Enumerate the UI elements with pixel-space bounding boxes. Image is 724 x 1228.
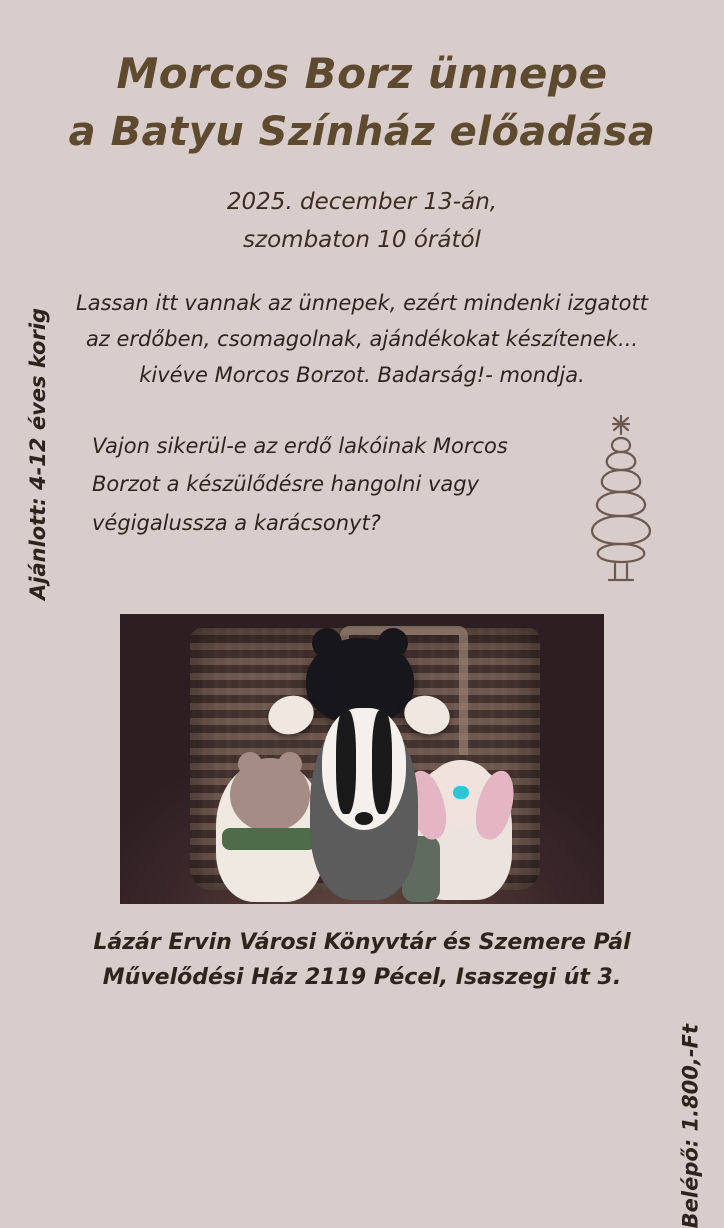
bunny-eye-right: [453, 786, 466, 799]
question-line-2: Borzot a készülődésre hangolni vagy: [92, 472, 480, 497]
date-block: [0, 184, 724, 259]
poster-title-line-2: a Batyu Színház előadása: [68, 108, 656, 155]
badger-stripe-left: [336, 710, 356, 814]
intro-line-2: az erdőben, csomagolnak, ajándékokat készítenek...: [85, 327, 639, 352]
intro-line-3: kivéve Morcos Borzot. Badarság!- mondja.: [139, 363, 585, 388]
venue-line-1: Lázár Ervin Városi Könyvtár és Szemere Pál: [93, 930, 631, 955]
badger-puppet: [310, 714, 418, 900]
poster-title-line-1: Morcos Borz ünnepe: [116, 49, 608, 98]
venue-block: [0, 925, 724, 995]
venue-line-2: Művelődési Ház 2119 Pécel, Isaszegi út 3.: [102, 965, 622, 991]
age-recommendation-label: Ajánlott: 4-12 éves korig: [26, 307, 50, 600]
spiral-christmas-tree-icon: [566, 408, 676, 588]
date-line-2: szombaton 10 órától: [243, 226, 481, 253]
date-line-1: 2025. december 13-án,: [226, 189, 498, 216]
otter-scarf: [222, 828, 316, 850]
badger-head: [322, 708, 406, 830]
otter-ear-left: [238, 752, 262, 776]
ticket-price-label: Belépő: 1.800,-Ft: [678, 1024, 702, 1228]
poster-photo: [120, 614, 604, 904]
bunny-puppet: [408, 764, 512, 900]
intro-line-1: Lassan itt vannak az ünnepek, ezért mindenki izgatott: [76, 290, 648, 315]
title-block: [0, 0, 724, 160]
intro-block: [0, 285, 724, 393]
bunny-head: [426, 760, 496, 826]
badger-stripe-right: [372, 710, 392, 814]
badger-nose: [355, 812, 373, 825]
question-line-3: végigalussza a karácsonyt?: [92, 510, 381, 535]
photo-scene: [120, 614, 604, 904]
otter-puppet: [216, 762, 324, 902]
otter-ear-right: [278, 752, 302, 776]
question-line-1: Vajon sikerül-e az erdő lakóinak Morcos: [92, 434, 508, 459]
otter-head: [230, 758, 310, 832]
